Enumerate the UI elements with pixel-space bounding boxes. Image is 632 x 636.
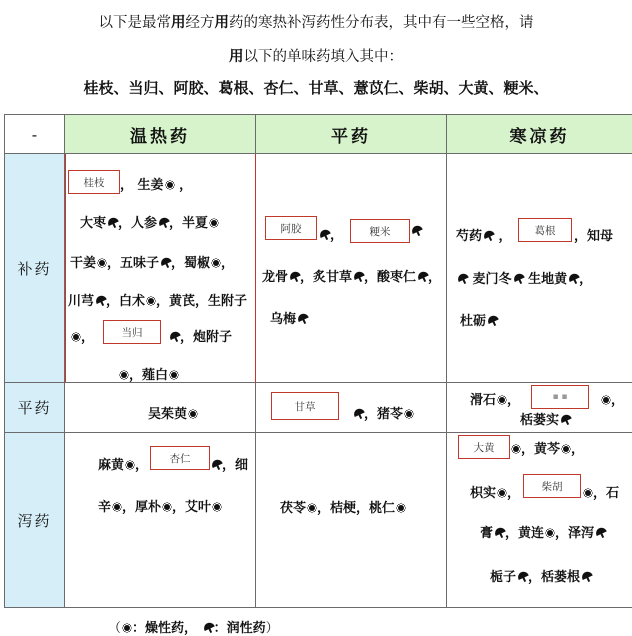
dry-icon [583, 488, 593, 498]
dry-icon [112, 502, 122, 512]
intro-text: 以下的单味药填入其中： [243, 49, 403, 65]
dry-icon [209, 218, 219, 228]
dry-icon [97, 258, 107, 268]
herb-text: ， [579, 272, 593, 287]
moist-icon [457, 273, 468, 284]
dry-icon [561, 444, 571, 454]
herb-text: 茯苓 [280, 501, 307, 516]
herb-line [456, 268, 592, 287]
intro-text: 以下是最常 [98, 15, 171, 31]
moist-icon [494, 527, 505, 538]
herb-text: ，人参 [118, 216, 158, 231]
herb-line [574, 225, 613, 244]
herb-text: ，黄连 [505, 526, 545, 541]
herb-text: ，知母 [574, 229, 614, 244]
dry-icon [165, 180, 175, 190]
herb-line [68, 290, 247, 309]
herb-line [520, 409, 571, 428]
answer-box-dahuang[interactable]: 大黄 [458, 435, 510, 459]
dry-icon [146, 296, 156, 306]
herb-text: ，黄芩 [521, 442, 561, 457]
herb-line [98, 454, 148, 473]
herb-text: ，薤白 [129, 368, 169, 383]
moist-icon [169, 331, 180, 342]
dry-icon [71, 332, 81, 342]
herb-text: ， [428, 270, 442, 285]
dry-icon [211, 258, 221, 268]
moist-icon [595, 527, 606, 538]
herb-line [318, 224, 343, 243]
answer-box-gegen[interactable]: 葛根 [518, 218, 572, 242]
intro-emphasis: 用 [214, 14, 229, 31]
herb-line [480, 522, 606, 541]
moist-icon [353, 408, 364, 419]
herb-text: ， [221, 256, 235, 271]
herb-text: ，黄芪，生附子 [156, 294, 248, 309]
herb-text: ，泽泻 [555, 526, 595, 541]
herb-text: ，厚朴 [122, 500, 162, 515]
moist-icon [353, 271, 364, 282]
herb-text: ， [330, 228, 344, 243]
herb-text: ， [507, 393, 521, 408]
intro-line-2 [0, 45, 632, 66]
corner-cell [4, 114, 65, 154]
dry-icon [545, 528, 555, 538]
legend-moist: ：润性药 [213, 621, 266, 636]
dry-icon [125, 460, 135, 470]
dry-icon [396, 503, 406, 513]
herb-text: ， [135, 458, 149, 473]
cell-purge-neutral [256, 433, 447, 608]
herb-text: ，炮附子 [180, 330, 233, 345]
herb-line [456, 225, 512, 244]
moist-icon [411, 225, 422, 236]
herb-text: 大枣 [80, 216, 107, 231]
legend-dry: ：燥性药， [132, 621, 198, 636]
herb-line [70, 252, 234, 271]
herb-text: ， [120, 178, 134, 193]
herb-text: ，酸枣仁 [364, 270, 417, 285]
blurred-mark: ▪ ▪ [552, 392, 568, 402]
herb-text: 芍药 [456, 229, 483, 244]
moist-icon [517, 571, 528, 582]
answer-box-gancao[interactable]: 甘草 [271, 392, 339, 420]
herb-line [460, 310, 498, 329]
herb-text: ，桔梗，桃仁 [317, 501, 396, 516]
corner-label: - [31, 124, 38, 144]
herb-text: 干姜 [70, 256, 97, 271]
herb-text: ， [611, 393, 625, 408]
herb-line [168, 326, 232, 345]
moist-icon [483, 230, 494, 241]
answer-box-blank[interactable] [531, 385, 589, 409]
dry-icon [169, 370, 179, 380]
moist-icon [319, 229, 330, 240]
herb-text: ， [507, 486, 521, 501]
header-neutral: 平药 [256, 114, 447, 154]
header-warm: 温热药 [65, 114, 256, 154]
herb-text: 滑石 [470, 393, 497, 408]
moist-icon [581, 571, 592, 582]
intro-emphasis: 用 [171, 14, 186, 31]
herb-text: 杜砺 [460, 314, 487, 329]
herb-line [80, 212, 219, 231]
herb-text: ，细 [222, 458, 249, 473]
dry-icon [511, 444, 521, 454]
herb-text: ， [179, 178, 193, 193]
dry-icon [404, 409, 414, 419]
legend-paren: ） [265, 621, 279, 636]
intro-text: 经方 [185, 15, 215, 31]
moist-icon [560, 414, 571, 425]
herb-text: 麻黄 [98, 458, 125, 473]
moist-icon [95, 295, 106, 306]
herb-text: 生地黄 [528, 272, 568, 287]
herb-text: ，石 [593, 486, 620, 501]
herb-text: 膏 [480, 526, 494, 541]
moist-icon [487, 315, 498, 326]
herb-line [470, 389, 520, 408]
herb-line [582, 482, 619, 501]
answer-box-xingren[interactable]: 杏仁 [150, 446, 210, 470]
answer-box-guizhi[interactable]: 桂枝 [68, 170, 120, 194]
herb-text: ，猪苓 [364, 407, 404, 422]
herb-line [270, 308, 308, 327]
dry-icon [497, 488, 507, 498]
herb-text: ，半夏 [169, 216, 209, 231]
herb-line [118, 364, 179, 383]
answer-box-chaihu[interactable]: 柴胡 [523, 474, 581, 498]
herb-line [148, 403, 198, 422]
herb-line [70, 326, 94, 345]
dry-icon [307, 503, 317, 513]
herb-line [280, 497, 406, 516]
legend-paren: （ [108, 621, 122, 636]
herb-text: ， [81, 330, 95, 345]
herb-line [600, 389, 624, 408]
herb-line [352, 403, 414, 422]
moist-icon [289, 271, 300, 282]
moist-icon [160, 257, 171, 268]
moist-icon [568, 273, 579, 284]
answer-box-danggui[interactable]: 当归 [103, 320, 161, 344]
herb-list: 桂枝、当归、阿胶、葛根、杏仁、甘草、薏苡仁、柴胡、大黄、粳米、 [83, 79, 549, 97]
herb-line [98, 496, 222, 515]
herb-text: 麦门冬 [472, 272, 512, 287]
herb-text: ，艾叶 [172, 500, 212, 515]
herb-line [470, 482, 520, 501]
dry-icon [162, 502, 172, 512]
herb-text: ， [498, 229, 512, 244]
herb-text: ，蜀椒 [171, 256, 211, 271]
herb-text: 乌梅 [270, 312, 297, 327]
herb-text: 辛 [98, 500, 112, 515]
header-cold: 寒凉药 [447, 114, 632, 154]
row-header-purge: 泻药 [4, 433, 65, 608]
intro-line-1 [0, 11, 632, 32]
herb-text: 龙骨 [262, 270, 289, 285]
dry-icon [119, 370, 129, 380]
intro-text: 药的寒热补泻药性分布表，其中有一些空格，请 [229, 15, 534, 31]
herb-text: 枳实 [470, 486, 497, 501]
legend [108, 617, 279, 636]
row-header-neutral: 平药 [4, 383, 65, 433]
moist-icon [158, 217, 169, 228]
dry-icon [497, 395, 507, 405]
herb-text: 栝蒌实 [520, 413, 560, 428]
herb-text: ，五味子 [107, 256, 160, 271]
dry-icon [188, 409, 198, 419]
herb-line [120, 174, 192, 193]
moist-icon [417, 271, 428, 282]
moist-icon [211, 459, 222, 470]
herb-line [510, 438, 584, 457]
herb-text: ，炙甘草 [300, 270, 353, 285]
moist-icon [513, 273, 524, 284]
dry-icon [212, 502, 222, 512]
herb-line [490, 566, 592, 585]
herb-text: 川芎 [68, 294, 95, 309]
dry-icon [601, 395, 611, 405]
herb-text: ， [571, 442, 585, 457]
herb-line [410, 224, 422, 239]
herb-text: 吴茱萸 [148, 407, 188, 422]
answer-box-jingmi[interactable]: 粳米 [350, 219, 410, 243]
row-header-tonify: 补药 [4, 154, 65, 383]
moist-icon [107, 217, 118, 228]
herb-text: ，栝蒌根 [528, 570, 581, 585]
intro-emphasis: 用 [229, 48, 244, 65]
herb-text: ，白术 [106, 294, 146, 309]
herb-line [210, 454, 248, 473]
herb-text: 生姜 [137, 178, 164, 193]
moist-icon [297, 313, 308, 324]
answer-box-ejiao[interactable]: 阿胶 [265, 216, 317, 240]
dry-icon [122, 623, 132, 633]
herb-text: 栀子 [490, 570, 517, 585]
moist-icon [203, 622, 214, 633]
herb-line [262, 266, 441, 285]
